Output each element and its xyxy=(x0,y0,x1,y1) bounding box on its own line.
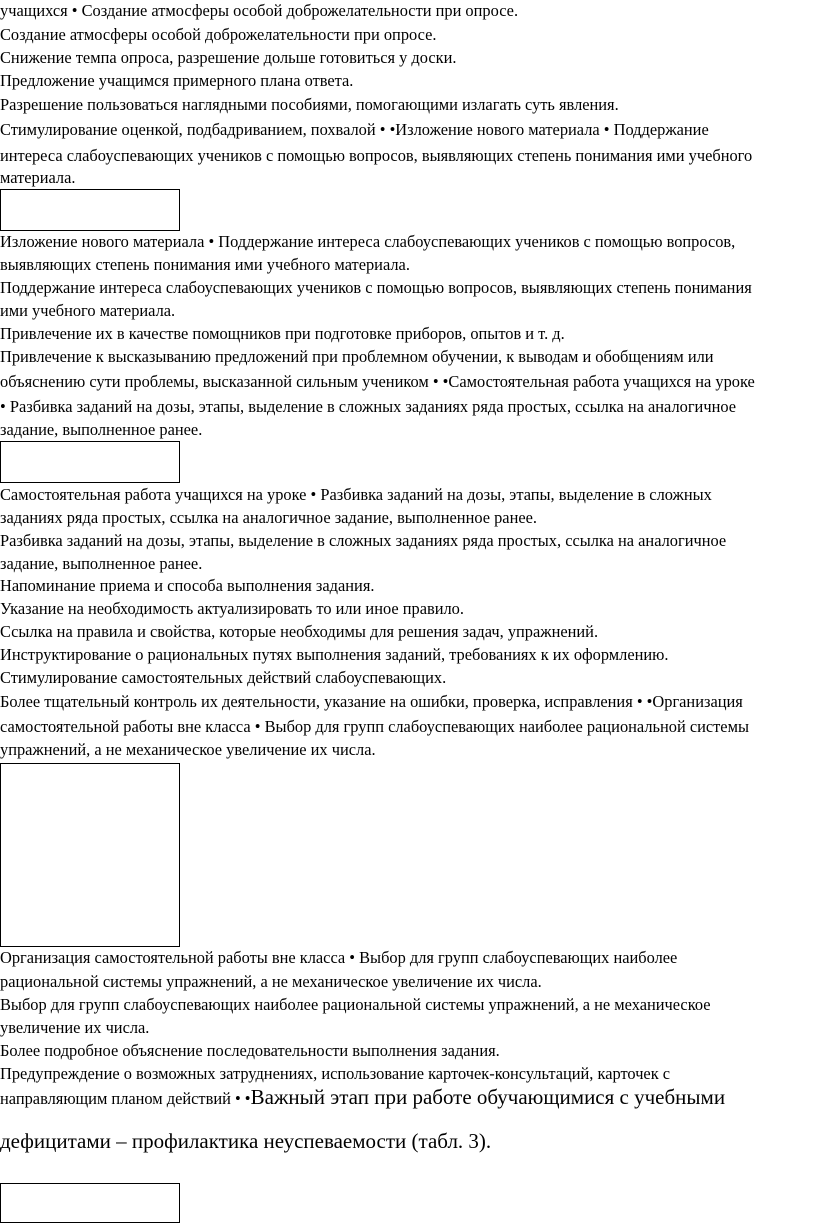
text-line: Предупреждение о возможных затруднениях, использование карточек-консультаций, карточек с xyxy=(0,1064,671,1083)
text-line: задание, выполненное ранее. xyxy=(0,420,203,439)
text-line xyxy=(0,1087,725,1109)
text-line: Разбивка заданий на дозы, этапы, выделение в сложных заданиях ряда простых, ссылка на аналогичное xyxy=(0,531,727,550)
text-line: Более тщательный контроль их деятельности, указание на ошибки, проверка, исправления • •Организация xyxy=(0,692,743,711)
text-line: Инструктирование о рациональных путях выполнения заданий, требованиях к их оформлению. xyxy=(0,645,669,664)
text-line: Привлечение к высказыванию предложений при проблемном обучении, к выводам и обобщениям или xyxy=(0,347,714,366)
text-line: ими учебного материала. xyxy=(0,301,176,320)
text-line: Разрешение пользоваться наглядными пособиями, помогающими излагать суть явления. xyxy=(0,95,619,114)
text-line: Предложение учащимся примерного плана ответа. xyxy=(0,71,354,90)
text-line: • Разбивка заданий на дозы, этапы, выделение в сложных заданиях ряда простых, ссылка на аналогичное xyxy=(0,397,737,416)
image-placeholder-frame xyxy=(0,189,180,231)
text-line: Выбор для групп слабоуспевающих наиболее рациональной системы упражнений, а не механическое xyxy=(0,995,711,1014)
text-line: материала. xyxy=(0,168,76,187)
text-line: Стимулирование оценкой, подбадриванием, похвалой • •Изложение нового материала • Поддержание xyxy=(0,120,709,139)
image-placeholder-frame xyxy=(0,1183,180,1223)
text-line: учащихся • Создание атмосферы особой доброжелательности при опросе. xyxy=(0,1,519,20)
text-line: упражнений, а не механическое увеличение их числа. xyxy=(0,740,376,759)
text-line: Более подробное объяснение последовательности выполнения задания. xyxy=(0,1041,500,1060)
text-line: Указание на необходимость актуализировать то или иное правило. xyxy=(0,599,464,618)
text-line: заданиях ряда простых, ссылка на аналогичное задание, выполненное ранее. xyxy=(0,508,537,527)
text-line: Ссылка на правила и свойства, которые необходимы для решения задач, упражнений. xyxy=(0,622,599,641)
text-line: Стимулирование самостоятельных действий слабоуспевающих. xyxy=(0,668,447,687)
text-line: Создание атмосферы особой доброжелательности при опросе. xyxy=(0,25,437,44)
text-line: выявляющих степень понимания ими учебного материала. xyxy=(0,255,410,274)
text-line: рациональной системы упражнений, а не механическое увеличение их числа. xyxy=(0,972,542,991)
text-line: интереса слабоуспевающих учеников с помощью вопросов, выявляющих степень понимания ими учебного xyxy=(0,146,753,165)
heading-run: Важный этап при работе обучающимися с учебными xyxy=(250,1085,726,1109)
text-line: объяснению сути проблемы, высказанной сильным учеником • •Самостоятельная работа учащихся на уроке xyxy=(0,372,755,391)
text-line: Привлечение их в качестве помощников при подготовке приборов, опытов и т. д. xyxy=(0,324,565,343)
image-placeholder-frame xyxy=(0,763,180,947)
text-line: Организация самостоятельной работы вне класса • Выбор для групп слабоуспевающих наиболее xyxy=(0,948,678,967)
text-line: дефицитами – профилактика неуспеваемости (табл. 3). xyxy=(0,1129,492,1153)
text-line: Поддержание интереса слабоуспевающих учеников с помощью вопросов, выявляющих степень понимания xyxy=(0,278,752,297)
image-placeholder-frame xyxy=(0,441,180,483)
text-line: увеличение их числа. xyxy=(0,1018,150,1037)
text-line: Самостоятельная работа учащихся на уроке • Разбивка заданий на дозы, этапы, выделение в сложных xyxy=(0,485,712,504)
text-line: Изложение нового материала • Поддержание интереса слабоуспевающих учеников с помощью вопросов, xyxy=(0,232,736,251)
text-line: задание, выполненное ранее. xyxy=(0,554,203,573)
text-run: направляющим планом действий • • xyxy=(0,1089,251,1108)
text-line: самостоятельной работы вне класса • Выбор для групп слабоуспевающих наиболее рациональной системы xyxy=(0,717,749,736)
text-line: Напоминание приема и способа выполнения задания. xyxy=(0,576,375,595)
text-line: Снижение темпа опроса, разрешение дольше готовиться у доски. xyxy=(0,48,457,67)
